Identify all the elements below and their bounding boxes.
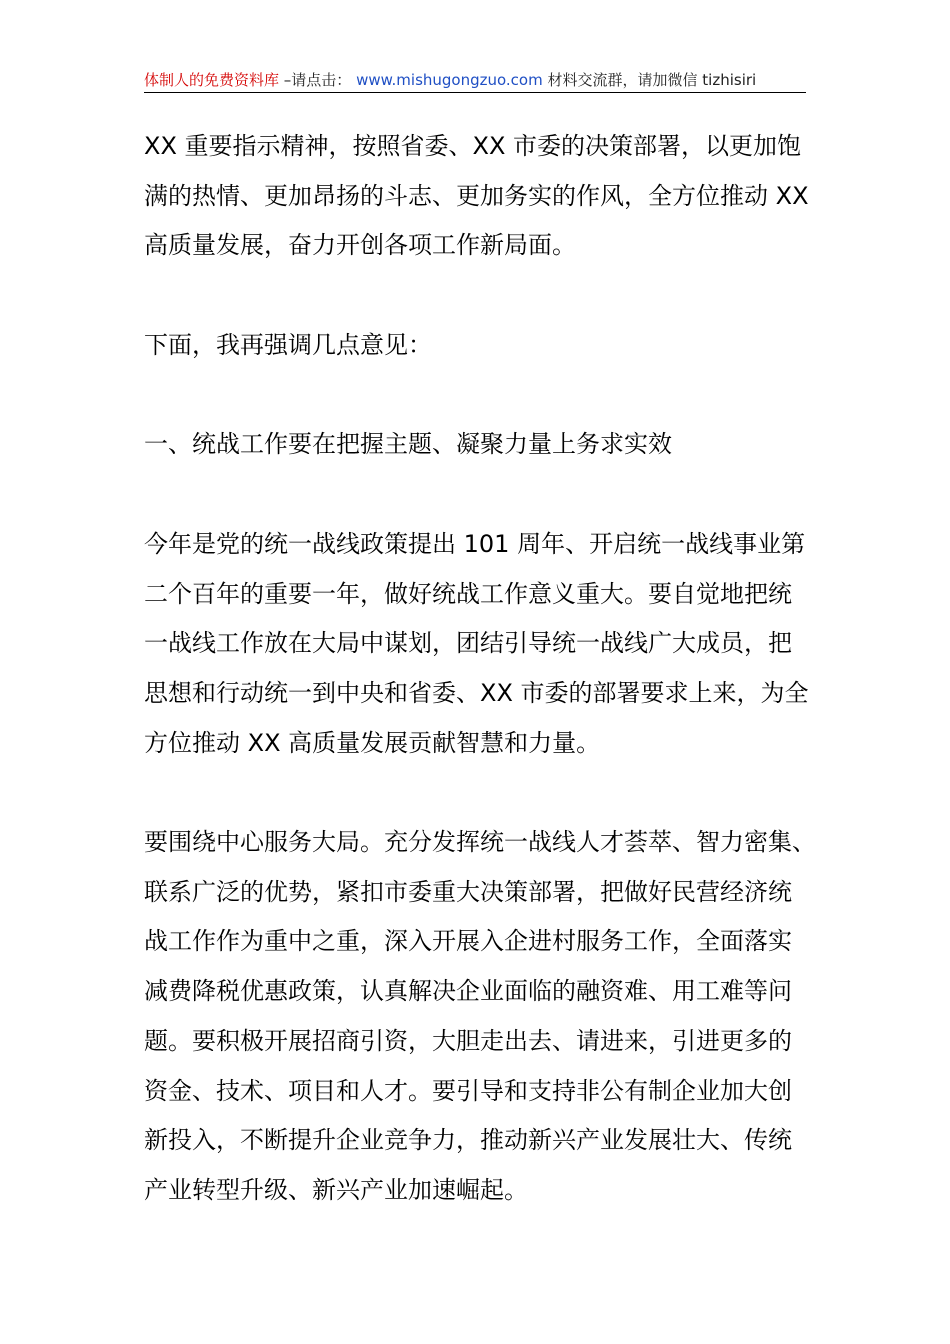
text-line: 联系广泛的优势，紧扣市委重大决策部署，把做好民营经济统 <box>144 877 792 906</box>
text-line: 减费降税优惠政策，认真解决企业面临的融资难、用工难等问 <box>144 977 792 1006</box>
page-header <box>144 68 806 93</box>
paragraph-3 <box>144 520 819 769</box>
header-site-name: 体制人的免费资料库 <box>144 71 280 89</box>
header-url-link[interactable]: www.mishugongzuo.com <box>356 71 543 89</box>
heading-line: 一、统战工作要在把握主题、凝聚力量上务求实效 <box>144 430 672 458</box>
text-line: 二个百年的重要一年，做好统战工作意义重大。要自觉地把统 <box>144 579 792 608</box>
section-heading-1 <box>144 420 819 470</box>
paragraph-1 <box>144 122 819 271</box>
text-line: 新投入，不断提升企业竞争力，推动新兴产业发展壮大、传统 <box>144 1126 792 1155</box>
text-line: 高质量发展，奋力开创各项工作新局面。 <box>144 231 576 260</box>
text-line: 要围绕中心服务大局。充分发挥统一战线人才荟萃、智力密集、 <box>144 828 816 856</box>
text-line: XX 重要指示精神，按照省委、XX 市委的决策部署，以更加饱 <box>144 132 802 160</box>
paragraph-4 <box>144 818 819 1216</box>
header-prompt: –请点击： <box>283 71 352 89</box>
text-line: 思想和行动统一到中央和省委、XX 市委的部署要求上来，为全 <box>144 679 809 708</box>
text-line: 下面，我再强调几点意见： <box>144 331 432 359</box>
text-line: 一战线工作放在大局中谋划，团结引导统一战线广大成员，把 <box>144 629 792 658</box>
text-line: 方位推动 XX 高质量发展贡献智慧和力量。 <box>144 728 601 757</box>
text-line: 战工作作为重中之重，深入开展入企进村服务工作，全面落实 <box>144 927 792 956</box>
text-line: 产业转型升级、新兴产业加速崛起。 <box>144 1175 528 1204</box>
text-line: 题。要积极开展招商引资，大胆走出去、请进来，引进更多的 <box>144 1026 792 1055</box>
text-line: 满的热情、更加昂扬的斗志、更加务实的作风，全方位推动 XX <box>144 181 809 210</box>
paragraph-2 <box>144 321 819 371</box>
text-line: 资金、技术、项目和人才。要引导和支持非公有制企业加大创 <box>144 1076 792 1105</box>
text-line: 今年是党的统一战线政策提出 101 周年、开启统一战线事业第 <box>144 530 806 558</box>
header-contact: 材料交流群，请加微信 tizhisiri <box>547 71 757 89</box>
